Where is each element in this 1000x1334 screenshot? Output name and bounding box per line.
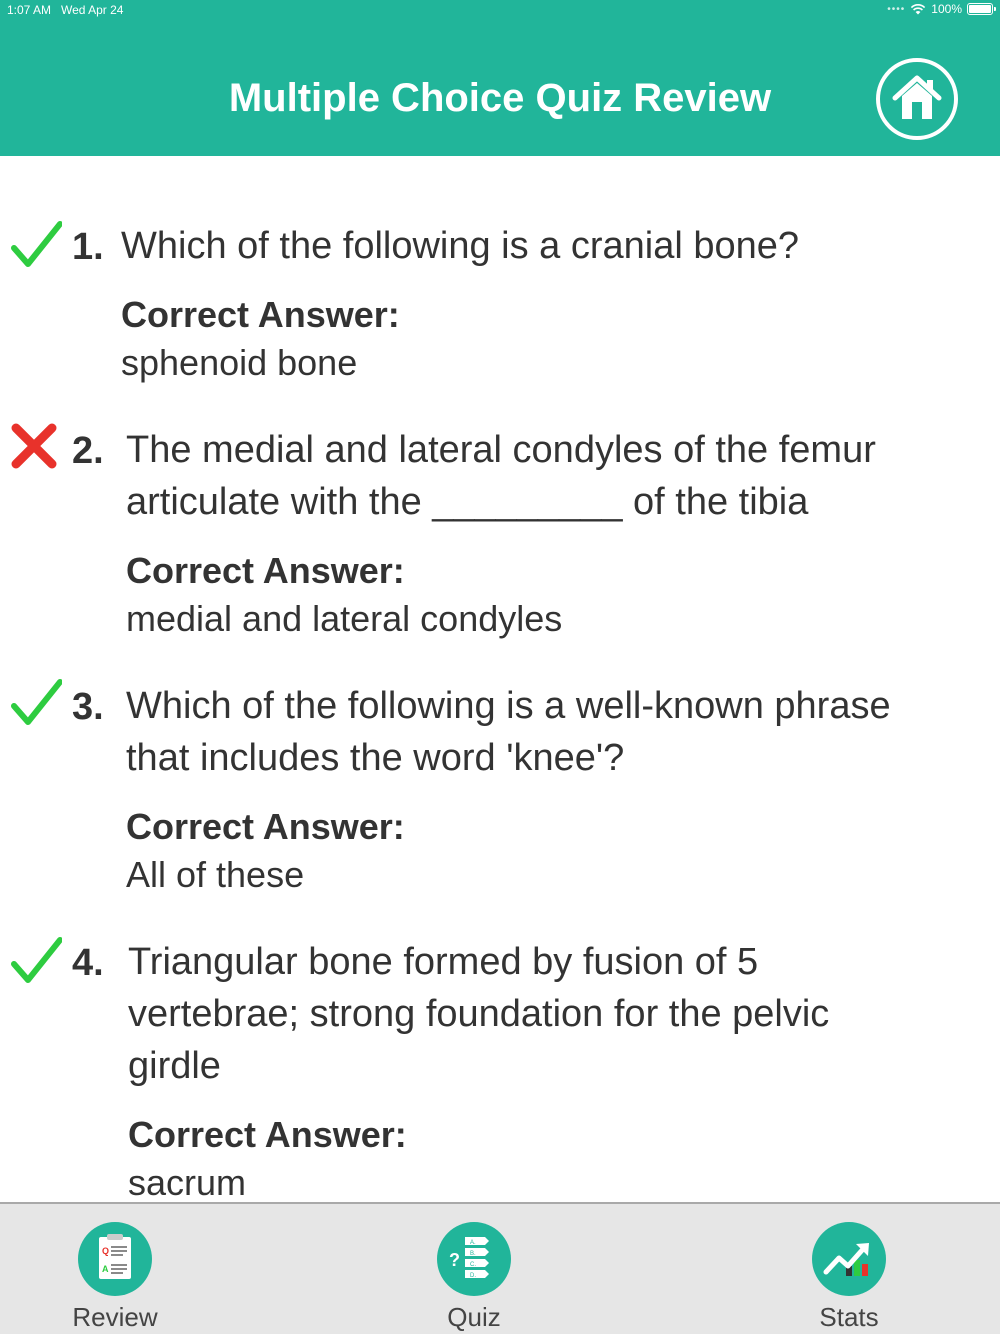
tab-review[interactable] — [15, 1204, 215, 1334]
correct-answer-label: Correct Answer: — [128, 1114, 407, 1155]
bottom-tab-bar — [0, 1202, 1000, 1334]
check-icon — [10, 676, 62, 728]
stats-icon — [812, 1222, 886, 1296]
wifi-icon — [910, 3, 926, 15]
question-number: 4. — [72, 942, 104, 984]
svg-text:C.: C. — [470, 1262, 476, 1268]
status-indicators — [887, 2, 993, 16]
correct-answer-label: Correct Answer: — [126, 550, 405, 591]
battery-icon — [967, 3, 993, 15]
question-text-line-2: that includes the word 'knee'? — [126, 737, 625, 779]
signal-icon: •••• — [887, 3, 906, 15]
question-text-line-1: Triangular bone formed by fusion of 5 — [128, 941, 759, 983]
correct-answer-value: sphenoid bone — [121, 342, 358, 383]
svg-text:Q: Q — [102, 1246, 110, 1256]
status-date: Wed Apr 24 — [61, 3, 124, 17]
correct-answer-value: All of these — [126, 854, 305, 895]
tab-quiz[interactable] — [374, 1204, 574, 1334]
question-text-line-3: girdle — [128, 1045, 221, 1087]
correct-answer-value: medial and lateral condyles — [126, 598, 563, 639]
svg-text:A.: A. — [470, 1240, 476, 1246]
correct-answer-label: Correct Answer: — [121, 294, 400, 335]
svg-text:B.: B. — [470, 1251, 476, 1257]
svg-text:D.: D. — [470, 1273, 476, 1279]
tab-label: Review — [72, 1302, 158, 1332]
question-text-line-1: Which of the following is a well-known phrase — [126, 685, 891, 727]
question-number: 3. — [72, 686, 104, 728]
review-icon — [78, 1222, 152, 1296]
correct-answer-label: Correct Answer: — [126, 806, 405, 847]
question-text: Which of the following is a cranial bone? — [121, 225, 800, 267]
svg-text:A: A — [102, 1264, 109, 1274]
battery-percent: 100% — [931, 2, 962, 16]
question-text-line-2: articulate with the _________ of the tibia — [126, 481, 809, 523]
tab-label: Quiz — [447, 1302, 501, 1332]
home-icon — [891, 72, 943, 124]
svg-text:?: ? — [449, 1250, 460, 1270]
tab-stats[interactable] — [749, 1204, 949, 1334]
home-button[interactable] — [876, 58, 958, 140]
status-time: 1:07 AM — [7, 3, 52, 17]
review-list[interactable] — [0, 156, 1000, 1202]
question-text-line-2: vertebrae; strong foundation for the pelvic — [128, 993, 830, 1035]
question-number: 2. — [72, 430, 104, 472]
question-number: 1. — [72, 226, 104, 268]
header-bar — [0, 0, 1000, 156]
status-bar — [0, 0, 1000, 22]
check-icon — [10, 934, 62, 986]
cross-icon — [10, 422, 58, 470]
correct-answer-value: sacrum — [128, 1162, 247, 1202]
quiz-icon — [437, 1222, 511, 1296]
check-icon — [10, 218, 62, 270]
page-title: Multiple Choice Quiz Review — [228, 76, 772, 120]
question-text-line-1: The medial and lateral condyles of the femur — [126, 429, 876, 471]
tab-label: Stats — [819, 1302, 879, 1332]
